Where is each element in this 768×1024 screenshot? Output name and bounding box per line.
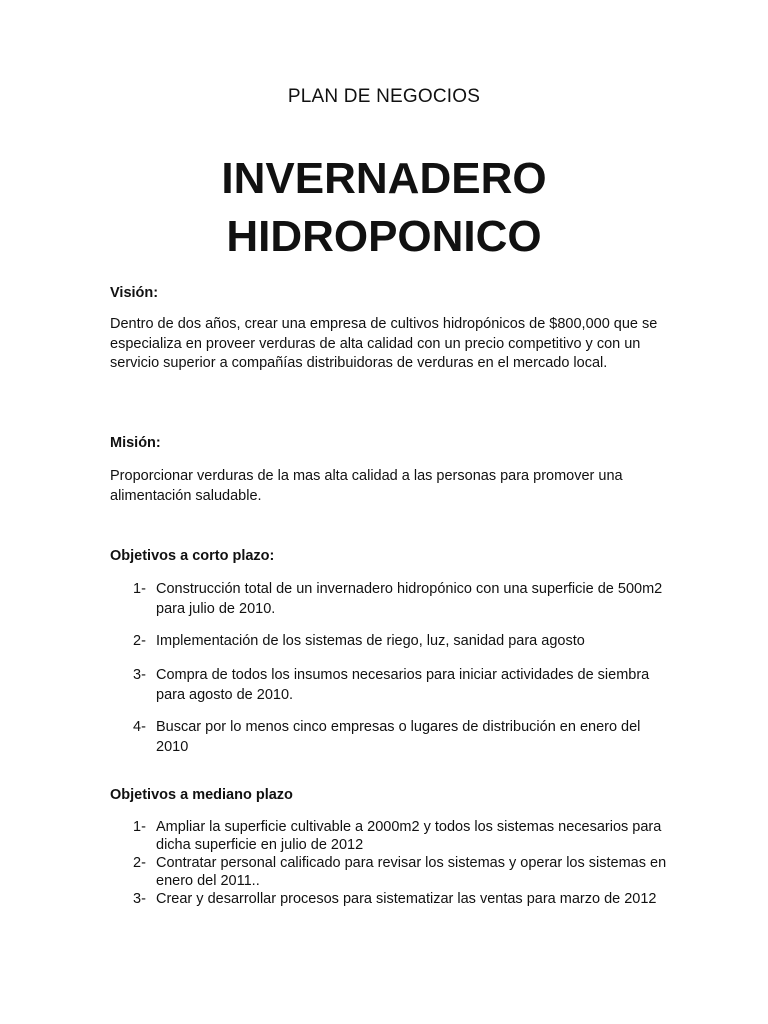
title-line-2: HIDROPONICO <box>226 212 542 261</box>
document-label: PLAN DE NEGOCIOS <box>287 86 481 107</box>
title-line-1: INVERNADERO <box>221 154 547 203</box>
corto-plazo-heading: Objetivos a corto plazo: <box>110 548 275 564</box>
list-item <box>133 632 673 652</box>
list-item-number: 2- <box>133 633 146 649</box>
document-title <box>0 150 768 266</box>
list-item <box>133 819 673 854</box>
mision-heading: Misión: <box>110 435 161 451</box>
list-item-text: Compra de todos los insumos necesarios para iniciar actividades de siembra para agosto de 2010. <box>156 667 650 703</box>
list-item-number: 2- <box>133 855 146 871</box>
list-item-text: Crear y desarrollar procesos para sistematizar las ventas para marzo de 2012 <box>156 891 657 907</box>
list-item <box>133 891 673 909</box>
list-item-number: 4- <box>133 719 146 735</box>
list-item-number: 1- <box>133 819 146 835</box>
vision-text: Dentro de dos años, crear una empresa de cultivos hidropónicos de $800,000 que se especializa en proveer verduras de alta calidad con un precio competitivo y con un servicio superior a compañías distribuidoras de verduras en el mercado local. <box>110 316 658 371</box>
list-item <box>133 855 673 890</box>
list-item-number: 3- <box>133 667 146 683</box>
mision-text: Proporcionar verduras de la mas alta calidad a las personas para promover una alimentación saludable. <box>110 468 623 504</box>
list-item <box>133 580 673 619</box>
mediano-plazo-heading: Objetivos a mediano plazo <box>110 787 293 803</box>
list-item-number: 1- <box>133 581 146 597</box>
list-item <box>133 718 673 757</box>
list-item-text: Implementación de los sistemas de riego, luz, sanidad para agosto <box>156 633 585 649</box>
list-item-text: Contratar personal calificado para revisar los sistemas y operar los sistemas en enero del 2011.. <box>156 855 667 889</box>
vision-heading: Visión: <box>110 285 159 301</box>
list-item <box>133 666 673 705</box>
list-item-text: Buscar por lo menos cinco empresas o lugares de distribución en enero del 2010 <box>156 719 641 755</box>
list-item-number: 3- <box>133 891 146 907</box>
list-item-text: Ampliar la superficie cultivable a 2000m2 y todos los sistemas necesarios para dicha superficie en julio de 2012 <box>156 819 662 853</box>
list-item-text: Construcción total de un invernadero hidropónico con una superficie de 500m2 para julio de 2010. <box>156 581 663 617</box>
